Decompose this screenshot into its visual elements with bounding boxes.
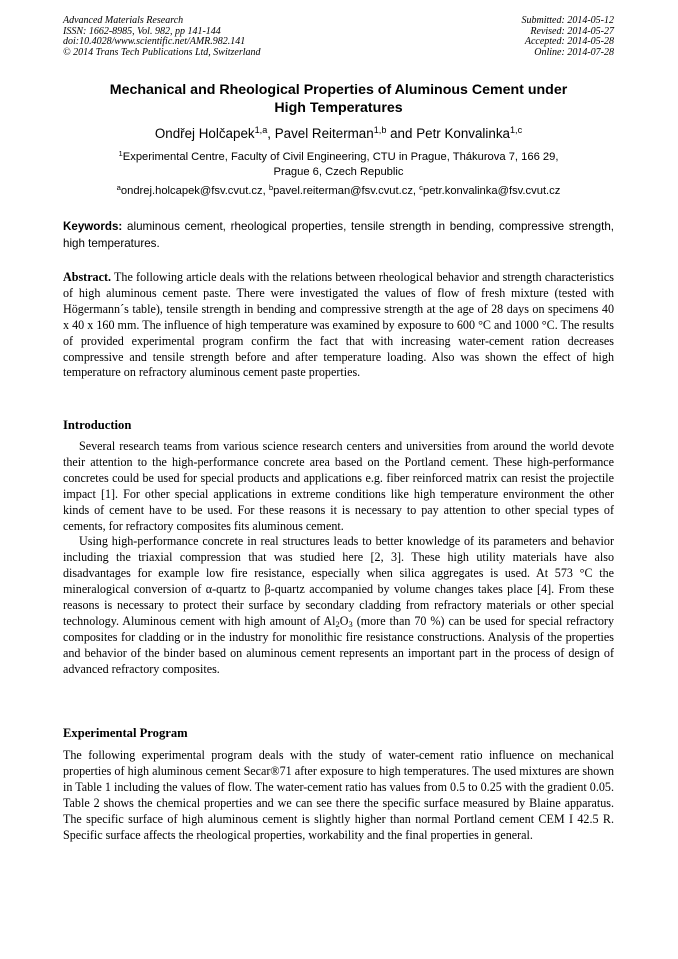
- introduction-paragraph-2: Using high-performance concrete in real structures leads to better knowledge of its parameters and behavior including the triaxial compression that was studied here [2, 3]. These high utility materials have also disadvantages for example low fire resistance, especially when silica aggregates is used. At 573 °C the mineralogical conversion of α-quartz to β-quartz accompanied by volume changes takes place [4]. From these reasons is necessary to protect their surface by secondary cladding from refractory materials or other special technology. Aluminous cement with high amount of $Al_2O_3$ (more than 70 %) can be used for special refractory composites for cladding or in the industry for monolithic fire resistance constructions. Analysis of the properties and behavior of the binder based on aluminous cement represents an important part in the process of design of advanced refractory composites.: [63, 534, 615, 676]
- author-1-affil: 1,a: [254, 125, 268, 135]
- author-1: Ondřej Holčapek: [154, 126, 255, 141]
- author-2-affil: 1,b: [373, 125, 387, 135]
- affiliation-line-2: Prague 6, Czech Republic: [273, 166, 404, 178]
- email-a-marker: a: [116, 182, 121, 192]
- journal-issn: ISSN: 1662-8985, Vol. 982, pp 141-144: [63, 25, 221, 37]
- author-emails: [63, 184, 614, 199]
- journal-info: [63, 16, 261, 58]
- author-3-affil: 1,c: [509, 125, 523, 135]
- publication-dates: [522, 16, 615, 58]
- email-b: pavel.reiterman@fsv.cvut.cz,: [273, 185, 420, 197]
- author-separator: ,: [267, 126, 275, 141]
- introduction-body: [63, 439, 614, 678]
- affiliation: [63, 150, 614, 180]
- keywords: [63, 219, 614, 252]
- date-revised: Revised: 2014-05-27: [530, 25, 614, 37]
- email-c-marker: c: [419, 182, 423, 192]
- author-list: [63, 125, 614, 143]
- author-3: Petr Konvalinka: [416, 126, 510, 141]
- introduction-heading: Introduction: [63, 418, 132, 432]
- keywords-text: aluminous cement, rheological properties, tensile strength in bending, compressive strength, high temperatures.: [63, 220, 614, 250]
- journal-name: Advanced Materials Research: [63, 15, 184, 26]
- introduction-paragraph-1: Several research teams from various science research centers and universities from around the world devote their attention to the high-performance concrete area based on the Portland cement. These high-performance concretes could be used for special products and applications e.g. fiber reinforced matrix can resist the projectile impact [1]. For other special applications in extreme conditions like high temperature environment the other kinds of cement have to be used. For these reasons it is necessary to pay attention to other special types of cements, for refractory composites fits aluminous cement.: [63, 439, 614, 533]
- abstract-label: Abstract.: [63, 270, 112, 284]
- journal-copyright: © 2014 Trans Tech Publications Ltd, Switzerland: [63, 46, 261, 58]
- journal-doi: doi:10.4028/www.scientific.net/AMR.982.141: [63, 36, 246, 48]
- abstract-text: The following article deals with the relations between rheological behavior and strength characteristics of high aluminous cement paste. There were investigated the values of flow of fresh mixture (tested with Högermann´s table), tensile strength in bending and compressive strength at the age of 28 days on specimens 40 x 40 x 160 mm. The influence of high temperature was examined by exposure to 600 °C and 1000 °C. The results of provided experimental program confirm the fact that with increasing water-cement ration decreases compressive and tensile strength before and after temperature loading. Also was shown the effect of high temperature on refractory aluminous cement paste properties.: [63, 270, 614, 380]
- experimental-body: [63, 748, 614, 843]
- title-line-2: High Temperatures: [274, 100, 403, 116]
- title-line-1: Mechanical and Rheological Properties of Aluminous Cement under: [109, 82, 568, 98]
- abstract: [63, 270, 614, 381]
- experimental-paragraph-1: The following experimental program deals with the study of water-cement ratio influence on mechanical properties of high aluminous cement Secar®71 after exposure to high temperatures. The used mixtures are shown in Table 1 including the values of flow. The water-cement ratio has values from 0.5 to 0.25 with the gradient 0.05. Table 2 shows the chemical properties and we can see there the specific surface measured by Blaine apparatus. The specific surface of high aluminous cement is slightly higher than normal Portland cement CEM I 42.5 R. Specific surface affects the rheological properties, workability and the final properties in general.: [63, 748, 614, 842]
- date-submitted: Submitted: 2014-05-12: [521, 15, 614, 26]
- email-c: petr.konvalinka@fsv.cvut.cz: [422, 185, 561, 197]
- author-2: Pavel Reiterman: [274, 126, 374, 141]
- experimental-heading: Experimental Program: [63, 726, 188, 740]
- affiliation-marker: 1: [118, 148, 123, 158]
- keywords-label: Keywords:: [63, 220, 123, 233]
- paper-title: [63, 81, 614, 117]
- author-separator: and: [386, 126, 417, 141]
- email-b-marker: b: [268, 182, 274, 192]
- date-accepted: Accepted: 2014-05-28: [524, 36, 614, 48]
- date-online: Online: 2014-07-28: [534, 46, 614, 58]
- email-a: ondrej.holcapek@fsv.cvut.cz,: [120, 185, 269, 197]
- affiliation-line-1: Experimental Centre, Faculty of Civil Engineering, CTU in Prague, Thákurova 7, 166 29,: [122, 151, 559, 163]
